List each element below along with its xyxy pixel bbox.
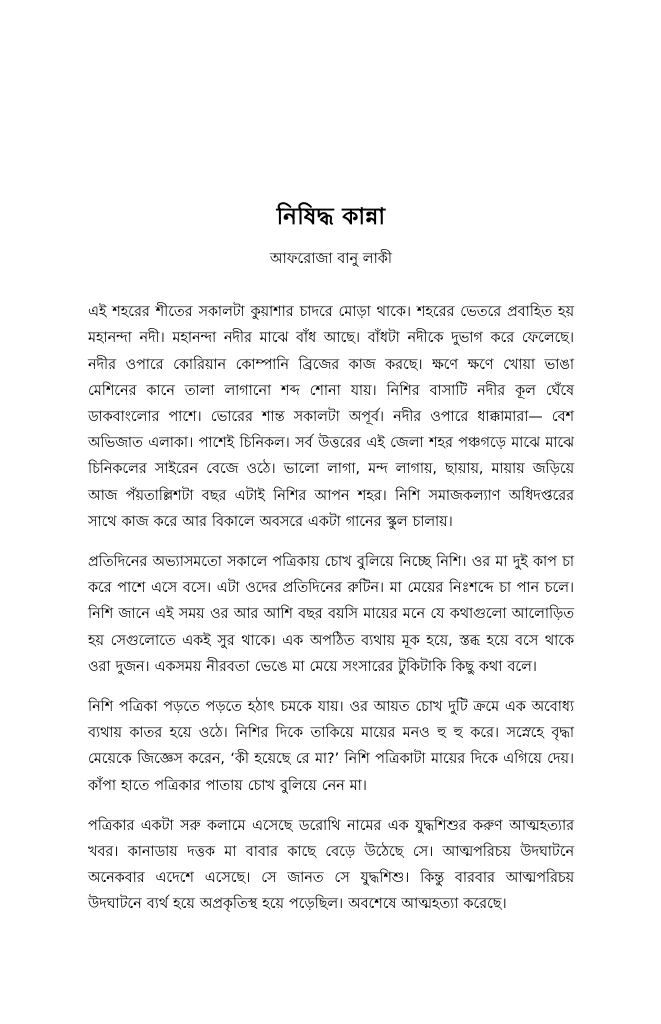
story-paragraph: নিশি পত্রিকা পড়তে পড়তে হঠাৎ চমকে যায়। ওর আয়ত চোখ দুটি ক্রমে এক অবোধ্য ব্যথায় কাতর হয়ে ওঠে। নিশির দিকে তাকিয়ে মায়ের মনও হু হু করে। সস্নেহে বৃদ্ধা মেয়েকে জিজ্ঞেস করেন, ‘কী হয়েছে রে মা?’ নিশি পত্রিকাটা মায়ের দিকে এগিয়ে দেয়। কাঁপা হাতে পত্রিকার পাতায় চোখ বুলিয়ে নেন মা। <box>88 699 574 794</box>
page-content-column <box>88 0 574 918</box>
story-body <box>88 269 574 917</box>
story-author-byline: আফরোজা বানু লাকী <box>269 250 393 267</box>
story-title: নিষিদ্ধ কান্না <box>276 204 386 230</box>
story-paragraph: পত্রিকার একটা সরু কলামে এসেছে ডরোথি নামের এক যুদ্ধশিশুর করুণ আত্মহত্যার খবর। কানাডায় দত্তক মা বাবার কাছে বেড়ে উঠেছে সে। আত্মপরিচয় উদঘাটনে অনেকবার এদেশে এসেছে। সে জানত সে যুদ্ধশিশু। কিন্তু বারবার আত্মপরিচয় উদঘাটনে ব্যর্থ হয়ে অপ্রকৃতিস্থ হয়ে পড়েছিল। অবশেষে আত্মহত্যা করেছে। <box>88 817 574 913</box>
story-paragraph: প্রতিদিনের অভ্যাসমতো সকালে পত্রিকায় চোখ বুলিয়ে নিচ্ছে নিশি। ওর মা দুই কাপ চা করে পাশে এসে বসে। এটা ওদের প্রতিদিনের রুটিন। মা মেয়ের নিঃশব্দে চা পান চলে। নিশি জানে এই সময় ওর আর আশি বছর বয়সি মায়ের মনে যে কথাগুলো আলোড়িত হয় সেগুলোতে একই সুর থাকে। এক অপঠিত ব্যথায় মূক হয়ে, স্তব্ধ হয়ে বসে থাকে ওরা দুজন। একসময় নীরবতা ভেঙে মা মেয়ে সংসারের টুকিটাকি কিছু কথা বলে। <box>88 554 574 675</box>
story-paragraph: এই শহরের শীতের সকালটা কুয়াশার চাদরে মোড়া থাকে। শহরের ভেতরে প্রবাহিত হয় মহানন্দা নদী। মহানন্দা নদীর মাঝে বাঁধ আছে। বাঁধটা নদীকে দুভাগ করে ফেলেছে। নদীর ওপারে কোরিয়ান কোম্পানি ব্রিজের কাজ করছে। ক্ষণে ক্ষণে খোয়া ভাঙা মেশিনের কানে তালা লাগানো শব্দ শোনা যায়। নিশির বাসাটি নদীর কূল ঘেঁষে ডাকবাংলোর পাশে। ভোরের শান্ত সকালটা অপূর্ব। নদীর ওপারে ধাক্কামারা— বেশ অভিজাত এলাকা। পাশেই চিনিকল। সর্ব উত্তরের এই জেলা শহর পঞ্চগড়ে মাঝে মাঝে চিনিকলের সাইরেন বেজে ওঠে। ভালো লাগা, মন্দ লাগায়, ছায়ায়, মায়ায় জড়িয়ে আজ পঁয়তাল্লিশটা বছর এটাই নিশির আপন শহর। নিশি সমাজকল্যাণ অধিদপ্তরের সাথে কাজ করে আর বিকালে অবসরে একটা গানের স্কুল চালায়। <box>88 304 574 530</box>
